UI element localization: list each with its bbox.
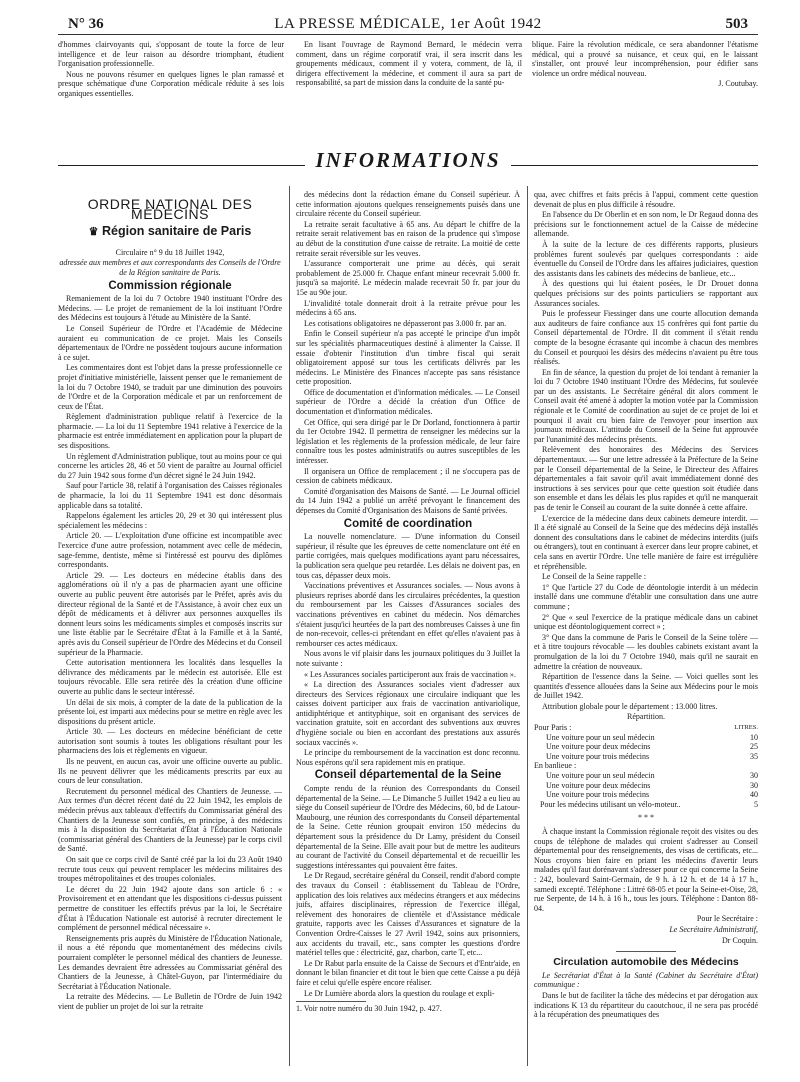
paragraph: Répartition de l'essence dans la Seine. — Voici quelles sont les quantités d'essence allouées dans la Seine aux Médecins pour le mois de Juillet 1942. bbox=[534, 672, 758, 701]
row-value: 25 bbox=[750, 742, 758, 752]
paragraph: Nous ne pouvons résumer en quelques lignes le plan ramassé et presque schématique d'une Corporation médicale réduite à ses lois organiques essentielles. bbox=[58, 69, 284, 98]
row-label: Une voiture pour trois médecins bbox=[546, 751, 650, 761]
footnote: 1. Voir notre numéro du 30 Juin 1942, p. 427. bbox=[296, 1004, 442, 1014]
coordination-title: Comité de coordination bbox=[343, 517, 473, 530]
page-number: 503 bbox=[725, 16, 748, 32]
row-label: Une voiture pour deux médecins bbox=[546, 742, 651, 752]
paragraph: Sauf pour l'article 38, relatif à l'organisation des Caisses régionales de pharmacie, la loi du 11 Septembre 1941 est donc désormais applicable dans sa totalité. bbox=[58, 481, 282, 510]
table-row bbox=[534, 742, 758, 752]
table-row bbox=[534, 790, 758, 800]
paragraph: Le Dr Lumière aborda alors la question du roulage et expli- bbox=[304, 988, 495, 998]
row-value: 30 bbox=[750, 771, 758, 781]
paragraph: L'invalidité totale donnerait droit à la retraite prévue pour les médecins à 65 ans. bbox=[296, 298, 520, 318]
region-emblem-icon: ♛ bbox=[88, 226, 99, 239]
banlieue-label: En banlieue : bbox=[534, 761, 577, 771]
row-label: Une voiture pour deux médecins bbox=[546, 780, 651, 790]
paragraph: « La direction des Assurances sociales vient d'adresser aux directeurs des Services régionaux une circulaire indiquant que les caisses doivent participer aux frais de vaccination antivariolique, antidiphtérique et antityphique, soit en organisant des services de vaccination gratuite, soit en accordant des subventions aux œuvres d'hygiène sociale ou bien en accordant des prestations aux assurés sociaux vaccinés ». bbox=[296, 680, 520, 747]
unit-label: LITRES. bbox=[734, 724, 758, 732]
table-row bbox=[534, 781, 758, 791]
paragraph: L'exercice de la médecine dans deux cabinets demeure interdit. — Il a été signalé au Conseil de la Seine que des médecins déjà installés donnent des consultations dans le cabinet de médecins interdits (juifs ou étrangers), tout en continuant à exercer dans leur propre cabinet, et cela sans en avertir l'Ordre. Une telle manière de faire est irrégulière et répréhensible. bbox=[534, 513, 758, 571]
paragraph: La retraite serait facultative à 65 ans. Au départ le chiffre de la retraite serait relativement bas en raison de la prudence qui s'impose au début de la constitution d'une caisse de retraite. La moitié de cette retraite serait réversible sur les veuves. bbox=[296, 219, 520, 258]
row-label: Une voiture pour trois médecins bbox=[546, 790, 650, 800]
column-divider bbox=[289, 186, 290, 1066]
paragraph: Les commentaires dont est l'objet dans la presse professionnelle ce projet d'initiative ministérielle, laissent penser que le remaniement de la loi du 7 Octobre 1940, se traduit par une diminution des pouvoirs de l'Ordre et de la Corporation médicale et par un renforcement de ceux de l'État. bbox=[58, 363, 282, 411]
paragraph: Règlement d'administration publique relatif à l'exercice de la pharmacie. — La loi du 11 Septembre 1941 relative à l'exercice de la pharmacie est entrée immédiatement en application pour la plupart de ses dispositions. bbox=[58, 412, 282, 451]
paragraph: d'hommes clairvoyants qui, s'opposant de toute la force de leur intelligence et de leur raison au désordre triomphant, étudient l'organisation professionnelle. bbox=[58, 40, 284, 69]
paragraph: Ils ne peuvent, en aucun cas, avoir une officine ouverte au public. Ils ne peuvent délivrer que les médicaments prescrits par eux au cours de leur consultation. bbox=[58, 757, 282, 786]
circular-title: Circulaire n° 9 du 18 Juillet 1942, bbox=[115, 247, 225, 257]
signature-line: Pour le Secrétaire : bbox=[696, 914, 758, 924]
table-row bbox=[534, 761, 758, 771]
paragraph: À la suite de la lecture de ces différents rapports, plusieurs problèmes furent soulevés par quelques correspondants : aide éventuelle du Conseil de l'Ordre dans les affaires judiciaires, question des assistants dans les cabinets des médecins de banlieue, etc... bbox=[534, 239, 758, 278]
paragraph: Le Secrétariat d'État à la Santé (Cabinet du Secrétaire d'État) communique : bbox=[534, 970, 758, 990]
paragraph: Le Dr Regaud, secrétaire général du Conseil, rendit d'abord compte des travaux du Conseil : établissement du Tableau de l'Ordre, application des lois relatives aux médecins étrangers et aux médecins juifs, affaires disciplinaires, répression de l'exercice illégal, relèvement des honoraires de clientèle et d'Assistance médicale gratuite, rapports avec les Caisses d'Assurances et signature de la Convention Ordre-Caisses le 27 Avril 1942, soins aux prisonniers, aux accidents du travail, etc., sans compter les questions d'ordre matériel telles que : électricité, gaz, charbon, carte T, etc... bbox=[296, 871, 520, 958]
paragraph: La nouvelle nomenclature. — D'une information du Conseil supérieur, il résulte que les épreuves de cette nomenclature ont été en partie corrigées, mais quelques modifications ayant paru nécessaires, la publication sera quelque peu retardée. Les délais ne doivent pas, en tous cas, dépasser deux mois. bbox=[296, 532, 520, 580]
paragraph: Le principe du remboursement de la vaccination est donc reconnu. Nous espérons qu'il sera rapidement mis en pratique. bbox=[296, 748, 520, 767]
table-row bbox=[534, 733, 758, 743]
paragraph: Les cotisations obligatoires ne dépasseront pas 3.000 fr. par an. bbox=[304, 318, 507, 328]
paragraph: Cet Office, qui sera dirigé par le Dr Dorland, fonctionnera à partir du 1er Octobre 1942. Il permettra de renseigner les médecins sur la législation et les règlements de la profession médicale, de leur faire connaître tous les postes administratifs ou autres susceptibles de les intéresser. bbox=[296, 417, 520, 466]
paragraph: 2° Que « seul l'exercice de la pratique médicale dans un cabinet unique est déontologiquement correct » ; bbox=[534, 612, 758, 632]
footnote-rule bbox=[296, 1001, 366, 1002]
council-title: Conseil départemental de la Seine bbox=[314, 769, 502, 782]
paragraph: Compte rendu de la réunion des Correspondants du Conseil départemental de la Seine. — Le Dimanche 5 Juillet 1942 a eu lieu au siège du Conseil supérieur de l'Ordre des Médecins, 60, bd de Latour-Maubourg, une réunion des correspondants du Conseil départemental de la Seine. Cette réunion groupait environ 150 médecins du département sous la présidence du Dr Lamy, président du Conseil départemental de la Seine. Elle avait pour but de mettre les auditeurs au courant de l'activité du Conseil départemental et de recueillir les suggestions intéressantes qui pouvaient être faites. bbox=[296, 784, 520, 870]
top-column-2 bbox=[296, 40, 522, 122]
column-divider bbox=[527, 186, 528, 1066]
paragraph: À chaque instant la Commission régionale reçoit des visites ou des coups de téléphone de malades qui croient s'adresser au Conseil départemental pour des renseignements, des visas de certificats, etc... Nous croyons bien faire en priant les médecins d'avertir leurs malades qu'il faut dorénavant s'adresser pour ce qui concerne la Seine : 242, boulevard Saint-Germain, de 9 h. à 12 h. et de 14 à 17 h., samedi excepté. Téléphone : Littré 68-05 et pour la Seine-et-Oise, 28, rue Serpente, de 14 h. à 16 h., tous les jours. Téléphone : Danton 88-04. bbox=[534, 827, 758, 913]
paragraph: Rappelons également les articles 20, 29 et 30 qui intéressent plus spécialement les médecins : bbox=[58, 511, 282, 530]
row-value: 30 bbox=[750, 780, 758, 790]
row-label: Pour les médecins utilisant un vélo-moteur.. bbox=[540, 799, 681, 809]
paragraph: Article 20. — L'exploitation d'une officine est incompatible avec l'exercice d'une autre profession, notamment avec celle de médecin, sage-femme, dentiste, même si l'intéressé est pourvu des diplômes correspondants. bbox=[58, 531, 282, 570]
paragraph: La retraite des Médecins. — Le Bulletin de l'Ordre de Juin 1942 vient de publier un projet de loi sur la retraite bbox=[58, 992, 282, 1011]
paragraph: Nous avons le vif plaisir dans les journaux politiques du 3 Juillet la note suivante : bbox=[296, 649, 520, 668]
signature-line: Le Secrétaire Administratif, bbox=[669, 924, 758, 934]
paragraph: En fin de séance, la question du projet de loi tendant à remanier la loi du 7 Octobre 1940 instituant l'Ordre des Médecins, fut soulevée par un des assistants. Le Secrétaire général dit alors comment le Conseil avait été amené à adopter la motion votée par la Commission régionale et le Comité de coordination au sujet de ce projet de loi et pourquoi il avait cru bien faire de l'envoyer pour insertion aux journaux médicaux. L'attitude du Conseil de la Seine fut approuvée par l'unanimité des médecins présents. bbox=[534, 367, 758, 444]
paragraph: des médecins dont la rédaction émane du Conseil supérieur. À cette information ajoutons quelques renseignements puisés dans une circulaire récente du Conseil supérieur. bbox=[296, 190, 520, 219]
paragraph: En l'absence du Dr Oberlin et en son nom, le Dr Regaud donna des précisions sur le fonctionnement actuel de la Caisse de médecine allemande. bbox=[534, 210, 758, 239]
paragraph: Attribution globale pour le département : 13.000 litres. bbox=[542, 701, 718, 711]
paragraph: Le Conseil Supérieur de l'Ordre et l'Académie de Médecine auraient eu communication de ce projet. Mais les Conseils départementaux de l'Ordre ne possèdent toujours aucune information à ce sujet. bbox=[58, 323, 282, 362]
top-column-3 bbox=[532, 40, 758, 122]
table-row bbox=[534, 800, 758, 810]
paris-label: Pour Paris : bbox=[534, 723, 572, 733]
circular-subtitle: adressée aux membres et aux correspondants des Conseils de l'Ordre de la Région sanitaire de Paris. bbox=[59, 258, 281, 277]
paragraph: On sait que ce corps civil de Santé créé par la loi du 23 Août 1940 recrute tous ceux qui peuvent remplacer les médecins militaires des troupes métropolitaines et des troupes coloniales. bbox=[58, 855, 282, 884]
page-header bbox=[58, 14, 758, 36]
paragraph: 1° Que l'article 27 du Code de déontologie interdit à un médecin installé dans une commune d'établir une consultation dans une autre commune ; bbox=[534, 582, 758, 611]
right-column bbox=[534, 190, 758, 1072]
region-title bbox=[58, 224, 282, 239]
middle-column bbox=[296, 190, 520, 1072]
journal-title: LA PRESSE MÉDICALE, 1er Août 1942 bbox=[274, 16, 542, 32]
paragraph: Article 30. — Les docteurs en médecine bénéficiant de cette autorisation sont soumis à toutes les obligations résultant pour les pharmaciens des lois et règlements en vigueur. bbox=[58, 727, 282, 756]
org-title: ORDRE NATIONAL DES MÉDECINS bbox=[87, 196, 253, 222]
paragraph: Renseignements pris auprès du Ministère de l'Éducation Nationale, il nous a été répondu que momentanément des médecins civils pourraient compléter le personnel médical des chantiers de Jeunesse. Les demandes devraient être adressées au Commissariat général des Chantiers de la Jeunesse, à Châtel-Guyon, par l'intermédiaire du Secrétariat à l'Éducation Nationale. bbox=[58, 933, 282, 991]
paragraph: Le Conseil de la Seine rappelle : bbox=[542, 572, 646, 582]
paragraph: Enfin le Conseil supérieur n'a pas accepté le principe d'un impôt sur les spécialités pharmaceutiques destiné à alimenter la Caisse. Il essaie d'obtenir l'institution d'un timbre fiscal qui serait obligatoirement apposé sur tous les certificats délivrés par les médecins. Le Ministère des Finances n'accepte pas sans résistance cette proposition. bbox=[296, 329, 520, 387]
paragraph: Le Dr Rabut parla ensuite de la Caisse de Secours et d'Entr'aide, en donnant le bilan financier et dit tout le bien que cette Caisse a pu déjà faire et celui qu'elle espère encore réaliser. bbox=[296, 958, 520, 987]
issue-number: N° 36 bbox=[68, 16, 104, 32]
left-column bbox=[58, 190, 282, 1072]
paragraph: blique. Faire la révolution médicale, ce sera abandonner l'étatisme médical, qui a prouvé sa nuisance, et ceux qui, en le laissant s'installer, ont prouvé leur incompréhension, pour édifier sans violence un ordre médical nouveau. bbox=[532, 40, 758, 78]
fuel-table bbox=[534, 723, 758, 809]
paragraph: À des questions qui lui étaient posées, le Dr Drouet donna quelques précisions sur des points particuliers se rapportant aux Assurances sociales. bbox=[534, 279, 758, 308]
paragraph: Vaccinations préventives et Assurances sociales. — Nous avons à plusieurs reprises abordé dans les circulaires précédentes, la question du remboursement par les Caisses d'Assurances sociales des vaccinations préventives en cabinet du médecin. Nos démarches s'étaient jusqu'ici heurtées de la part des nombreuses Caisses à une fin de non-recevoir, celles-ci prétendant en effet qu'elles n'avaient pas à rembourser ces actes médicaux. bbox=[296, 581, 520, 648]
paragraph: Relèvement des honoraires des Médecins des Services départementaux. — Sur une lettre adressée à la Préfecture de la Seine par le Conseil départemental de la Seine, le Directeur des Affaires départementales a fait savoir qu'il avait immédiatement donné des instructions à ses services pour que cette question soit étudiée dans son ensemble et dans les délais les plus rapides et qu'il ne manquerait pas de tenir le Conseil au courant de la suite donnée à cette affaire. bbox=[534, 445, 758, 512]
paragraph: Cette autorisation mentionnera les localités dans lesquelles la délivrance des médicaments par le médecin est autorisée. Elle est toujours révocable. Elle sera retirée dès la création d'une officine ouverte au public dans le secteur intéressé. bbox=[58, 658, 282, 696]
paragraph: Il organisera un Office de remplacement ; il ne s'occupera pas de cession de cabinets médicaux. bbox=[296, 466, 520, 486]
paragraph: Office de documentation et d'information médicales. — Le Conseil supérieur de l'Ordre a décidé la création d'un Office de documentation et d'information médicales. bbox=[296, 387, 520, 417]
header-rule bbox=[58, 34, 758, 35]
paragraph: Article 29. — Les docteurs en médecine établis dans des agglomérations où il n'y a pas de pharmacien ayant une officine ouverte au public peuvent être autorisés par le Préfet, après avis du directeur régional de la Santé et de l'Assistance, à avoir chez eux un dépôt de médicaments et à délivrer aux personnes auxquelles ils donnent leurs soins les médicaments simples et composés inscrits sur une liste établie par le Secrétaire d'État à la Famille et à la Santé, après avis du Conseil supérieur de l'Ordre des Médecins et du Conseil supérieur de la Pharmacie. bbox=[58, 570, 282, 657]
commission-title: Commission régionale bbox=[108, 279, 232, 292]
paragraph: « Les Assurances sociales participeront aux frais de vaccination ». bbox=[304, 669, 516, 679]
paragraph: L'assurance comporterait une prime au décès, qui serait probablement de 25.000 fr. Chaque enfant mineur recevrait 5.000 fr. jusqu'à sa majorité. Le médecin malade recevrait 50 fr. par jour du 15e au 90e jour. bbox=[296, 259, 520, 297]
table-row bbox=[534, 771, 758, 781]
paragraph: Dans le but de faciliter la tâche des médecins et par dérogation aux indications K 13 du répartiteur du caoutchouc, il ne sera pas procédé à la récupération des pneumatiques des bbox=[534, 990, 758, 1020]
paragraph: Comité d'organisation des Maisons de Santé. — Le Journal officiel du 14 Juin 1942 a publié un arrêté prévoyant le financement des dépenses du Comité d'Organisation des Maisons de Santé privées. bbox=[296, 486, 520, 515]
paragraph: Remaniement de la loi du 7 Octobre 1940 instituant l'Ordre des Médecins. — Le projet de remaniement de la loi instituant l'Ordre des Médecins est toujours à l'étude au Ministère de la Santé. bbox=[58, 294, 282, 323]
paragraph: Le décret du 22 Juin 1942 ajoute dans son article 6 : « Provisoirement et en attendant que les dispositions ci-dessus puissent permettre de constituer les effectifs prévus par la loi, le Secrétaire d'État à l'Éducation Nationale est autorisé à recruter directement le complément de personnel médical nécessaire ». bbox=[58, 884, 282, 933]
row-value: 5 bbox=[754, 799, 758, 809]
paragraph: 3° Que dans la commune de Paris le Conseil de la Seine tolère — et à titre toujours révocable — les doubles cabinets existant avant la promulgation de la loi du 7 Octobre 1940, mais qu'il ne saurait en admettre la création de nouveaux. bbox=[534, 632, 758, 671]
region-label: Région sanitaire de Paris bbox=[102, 224, 252, 239]
section-banner bbox=[58, 148, 758, 178]
paragraph: Un délai de six mois, à compter de la date de la publication de la présente loi, est imparti aux médecins pour se mettre en règle avec les dispositions du présent article. bbox=[58, 697, 282, 726]
divider bbox=[616, 951, 676, 952]
top-column-1 bbox=[58, 40, 284, 122]
signature-name: Dr Coquin. bbox=[722, 935, 758, 945]
separator-stars: * * * bbox=[638, 813, 654, 823]
paragraph: Un règlement d'Administration publique, tout au moins pour ce qui concerne les articles 28, 46 et 50 vient de paraître au Journal officiel du 27 Juin 1942 sous forme d'un décret signé le 24 Juin 1942. bbox=[58, 451, 282, 480]
author-signature: J. Coutubay. bbox=[718, 79, 758, 89]
repartition-title: Répartition. bbox=[627, 712, 665, 722]
circulation-title: Circulation automobile des Médecins bbox=[553, 956, 739, 969]
row-value: 10 bbox=[750, 732, 758, 742]
paragraph: qua, avec chiffres et faits précis à l'appui, comment cette question devenait de plus en plus difficile à résoudre. bbox=[534, 190, 758, 209]
row-value: 35 bbox=[750, 751, 758, 761]
paragraph: Puis le professeur Fiessinger dans une courte allocution demanda aux auditeurs de faire confiance aux 15 confrères qui font partie du Conseil départemental de l'Ordre. Il dit comment il s'était rendu compte de la besogne écrasante qui incombe à chacun des membres du Conseil et pourquoi les désirs des médecins n'avaient pu être tous réalisés. bbox=[534, 309, 758, 367]
row-value: 40 bbox=[750, 790, 758, 800]
row-label: Une voiture pour un seul médecin bbox=[546, 732, 655, 742]
table-row bbox=[534, 752, 758, 762]
paragraph: Recrutement du personnel médical des Chantiers de Jeunesse. — Aux termes d'un décret récent daté du 22 Juin 1942, les emplois de médecin prévus aux tableaux d'effectifs du Commissariat général des Chantiers de la Jeunesse sont confiés, en principe, à des médecins mis à la disposition du Secrétariat d'État à l'Éducation Nationale (commissariat général des Chantiers de la Jeunesse) par le corps civil de Santé. bbox=[58, 786, 282, 854]
row-label: Une voiture pour un seul médecin bbox=[546, 771, 655, 781]
table-row bbox=[534, 723, 758, 733]
paragraph: En lisant l'ouvrage de Raymond Bernard, le médecin verra comment, dans un régime corporatif vrai, il sera inscrit dans les groupements médicaux, comment il y votera, comment, de là, il dirigera effectivement la médecine, et comment il aura sa part de responsabilité, sa part de mission dans la conduite de la santé pu- bbox=[296, 40, 522, 88]
banner-title: INFORMATIONS bbox=[305, 148, 510, 172]
